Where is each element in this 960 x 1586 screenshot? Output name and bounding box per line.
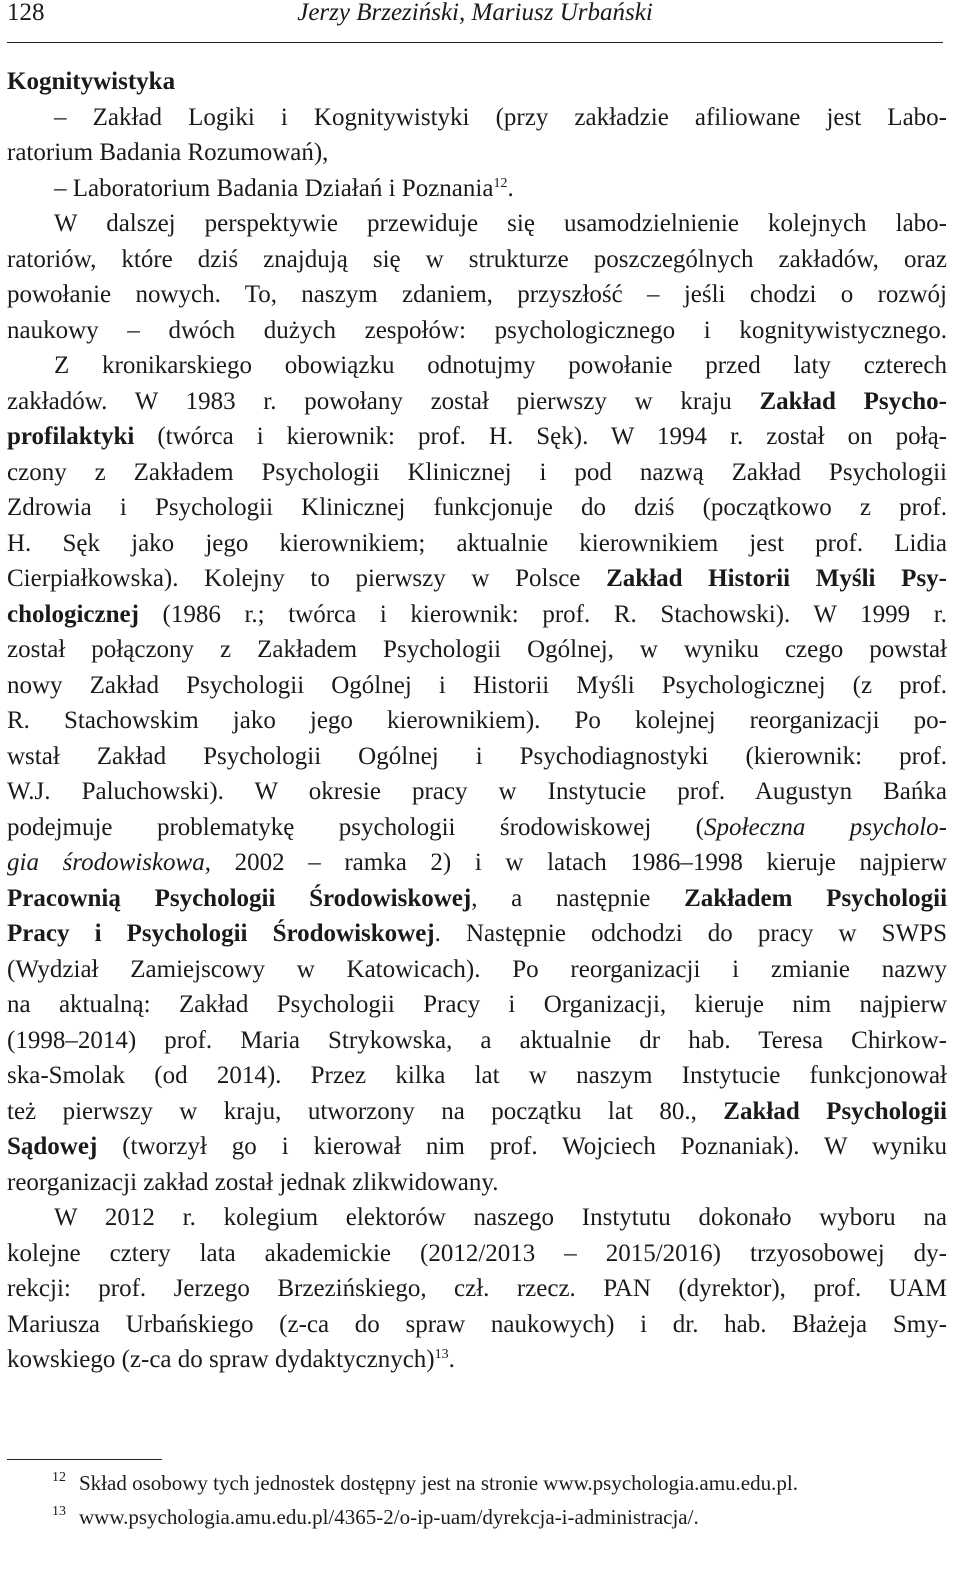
running-title: Jerzy Brzeziński, Mariusz Urbański	[297, 0, 653, 26]
footnote-ref: 12	[493, 175, 508, 191]
text-line: ratorium Badania Rozumowań),	[7, 139, 329, 166]
text-line: naukowy – dwóch dużych zespołów: psychologicznego i kognitywistycznego.	[7, 316, 947, 344]
text-line: wstał Zakład Psychologii Ogólnej i Psychodiagnostyki (kierownik: prof.	[7, 742, 947, 770]
text-line: zakładów. W 1983 r. powołany został pierwszy w kraju Zakład Psycho-	[7, 387, 947, 415]
text-line: H. Sęk jako jego kierownikiem; aktualnie kierownikiem jest prof. Lidia	[7, 529, 947, 557]
text-line: (1998–2014) prof. Maria Strykowska, a aktualnie dr hab. Teresa Chirkow-	[7, 1026, 947, 1054]
bold-term: profilaktyki	[7, 423, 135, 450]
bold-term: Zakładem Psychologii	[684, 884, 947, 912]
bold-term: Zakład Psycho-	[759, 387, 947, 415]
text-line: chologicznej (1986 r.; twórca i kierownik: prof. R. Stachowski). W 1999 r.	[7, 600, 947, 628]
text-line: – Laboratorium Badania Działań i Poznania$^{12}$.	[54, 174, 514, 202]
text-line: Pracy i Psychologii Środowiskowej. Następnie odchodzi do pracy w SWPS	[7, 920, 947, 947]
bold-term: Pracy i Psychologii Środowiskowej	[7, 920, 435, 947]
bold-term: Sądowej	[7, 1133, 98, 1160]
section-heading: Kognitywistyka	[7, 68, 176, 95]
text-line: na aktualną: Zakład Psychologii Pracy i Organizacji, kieruje nim najpierw	[7, 991, 947, 1018]
text-line: – Zakład Logiki i Kognitywistyki (przy zakładzie afiliowane jest Labo-	[54, 103, 947, 131]
page-number: 128	[7, 0, 45, 26]
footnote-number: 12	[52, 1470, 66, 1485]
text-line: gia środowiskowa, 2002 – ramka 2) i w latach 1986–1998 kieruje najpierw	[7, 849, 947, 876]
footnote-number: 13	[52, 1504, 66, 1519]
body-text	[7, 64, 947, 1378]
text-line: podejmuje problematykę psychologii środowiskowej (Społeczna psycholo-	[7, 813, 947, 841]
text-line: W dalszej perspektywie przewiduje się usamodzielnienie kolejnych labo-	[54, 210, 947, 237]
text-line: (Wydział Zamiejscowy w Katowicach). Po reorganizacji i zmianie nazwy	[7, 955, 947, 983]
text-line: Zdrowia i Psychologii Klinicznej funkcjonuje do dziś (początkowo z prof.	[7, 494, 947, 521]
footnote-link[interactable]: www.psychologia.amu.edu.pl/4365-2/o-ip-uam/dyrekcja-i-administracja/.	[79, 1505, 699, 1529]
text-line: kolejne cztery lata akademickie (2012/2013 – 2015/2016) trzyosobowej dy-	[7, 1239, 947, 1267]
text-line: Cierpiałkowska). Kolejny to pierwszy w Polsce Zakład Historii Myśli Psy-	[7, 565, 947, 592]
text-line: Pracownią Psychologii Środowiskowej, a następnie Zakładem Psychologii	[7, 884, 947, 912]
text-line: ska-Smolak (od 2014). Przez kilka lat w naszym Instytucie funkcjonował	[7, 1062, 947, 1089]
bold-term: Zakład Historii Myśli Psy-	[606, 565, 947, 592]
footnote-divider	[7, 1459, 162, 1460]
text-line: Sądowej (tworzył go i kierował nim prof. Wojciech Poznaniak). W wyniku	[7, 1133, 947, 1160]
bold-term: chologicznej	[7, 600, 139, 628]
italic-title: gia środowiskowa	[7, 849, 205, 876]
text-line: też pierwszy w kraju, utworzony na początku lat 80., Zakład Psychologii	[7, 1097, 947, 1125]
footnote-text: Skład osobowy tych jednostek dostępny jest na stronie www.psychologia.amu.edu.pl.	[79, 1471, 798, 1495]
bold-term: Pracownią Psychologii Środowiskowej	[7, 884, 472, 912]
text-line: W 2012 r. kolegium elektorów naszego Instytutu dokonało wyboru na	[54, 1204, 947, 1231]
text-line: czony z Zakładem Psychologii Klinicznej i pod nazwą Zakład Psychologii	[7, 458, 947, 486]
text-line: powołanie nowych. To, naszym zdaniem, przyszłość – jeśli chodzi o rozwój	[7, 281, 947, 308]
italic-title: Społeczna psycholo-	[704, 813, 947, 841]
text-line: Mariusza Urbańskiego (z-ca do spraw naukowych) i dr. hab. Błażeja Smy-	[7, 1310, 947, 1338]
text-line: nowy Zakład Psychologii Ogólnej i Historii Myśli Psychologicznej (z prof.	[7, 671, 947, 699]
text-line: kowskiego (z-ca do spraw dydaktycznych)$^{13}$.	[7, 1346, 455, 1373]
text-line: profilaktyki (twórca i kierownik: prof. H. Sęk). W 1994 r. został on połą-	[7, 423, 947, 450]
text-line: W.J. Paluchowski). W okresie pracy w Instytucie prof. Augustyn Bańka	[7, 778, 947, 805]
page-header	[7, 0, 943, 43]
text-line: Z kronikarskiego obowiązku odnotujmy powołanie przed laty czterech	[54, 352, 947, 379]
text-line: reorganizacji zakład został jednak zlikwidowany.	[7, 1168, 499, 1196]
text-line: rekcji: prof. Jerzego Brzezińskiego, czł. rzecz. PAN (dyrektor), prof. UAM	[7, 1275, 947, 1302]
footnote-ref: 13	[434, 1347, 449, 1362]
bold-term: Zakład Psychologii	[723, 1097, 947, 1125]
text-line: R. Stachowskim jako jego kierownikiem). Po kolejnej reorganizacji po-	[7, 707, 947, 734]
text-line: został połączony z Zakładem Psychologii Ogólnej, w wyniku czego powstał	[7, 636, 947, 663]
text-line: ratoriów, które dziś znajdują się w strukturze poszczególnych zakładów, oraz	[7, 245, 947, 273]
